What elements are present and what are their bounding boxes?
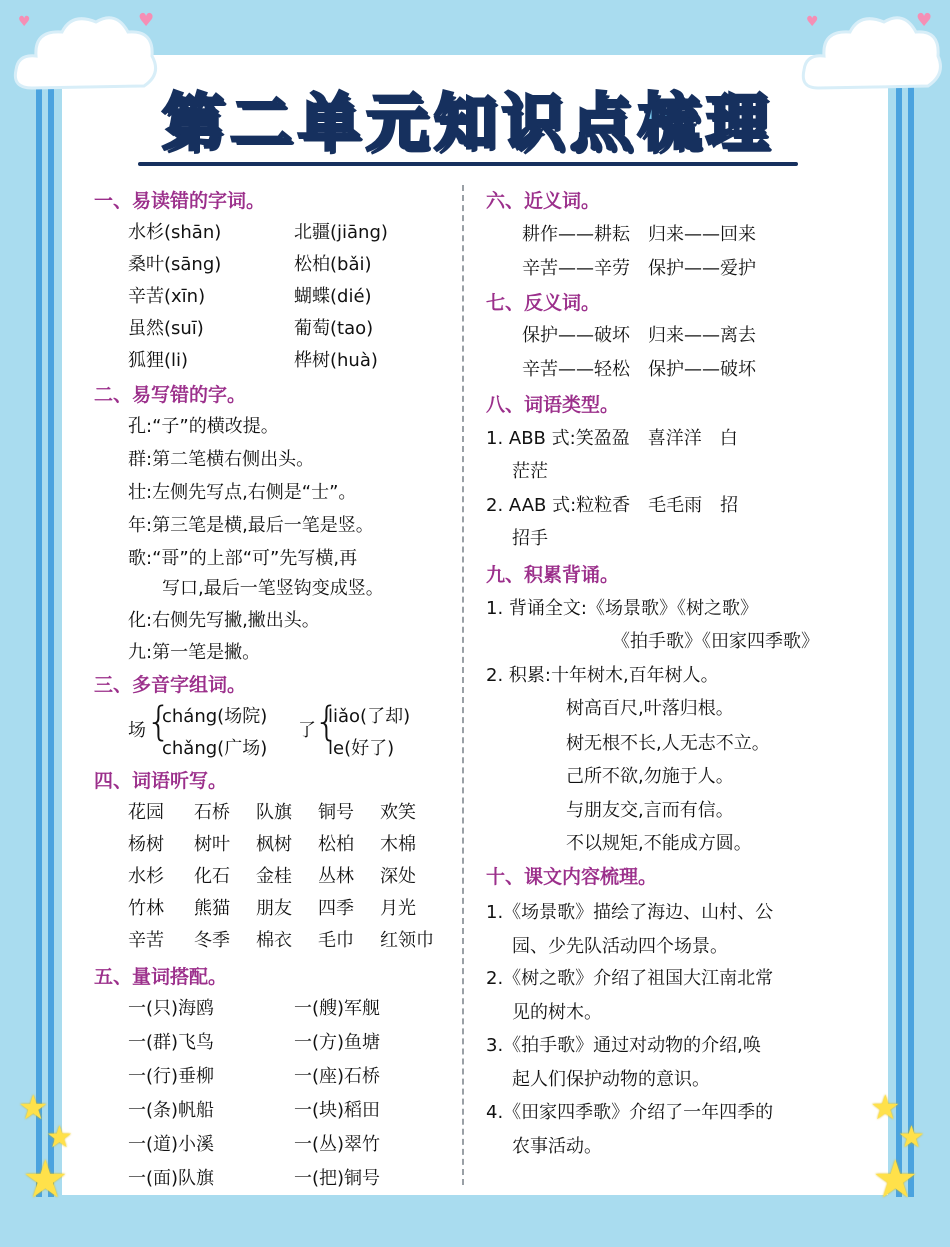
text-line: 2. AAB 式:粒粒香 毛毛雨 招 <box>486 495 739 516</box>
text-line: 茫茫 <box>512 461 548 482</box>
dictation-word: 树叶 <box>194 834 230 855</box>
dictation-word: 队旗 <box>256 802 292 823</box>
word-item: 北疆(jiāng) <box>294 222 388 243</box>
measure-item: 一(丛)翠竹 <box>294 1134 381 1155</box>
page-title: 第二单元知识点梳理 <box>161 86 774 159</box>
right-stripe-1 <box>896 60 902 1197</box>
dictation-word: 化石 <box>194 866 230 887</box>
measure-item: 一(面)队旗 <box>128 1168 215 1189</box>
column-divider <box>462 185 464 1185</box>
word-item: 蝴蝶(dié) <box>294 286 372 307</box>
dictation-word: 欢笑 <box>380 802 416 823</box>
text-line: 九:第一笔是撇。 <box>128 642 261 663</box>
heart-icon: ♥ <box>916 10 933 31</box>
section-heading: 四、词语听写。 <box>94 770 228 792</box>
star-icon: ★ <box>22 1150 69 1210</box>
polyphone-word: cháng(场院) <box>162 706 268 727</box>
title-underline <box>138 162 798 166</box>
star-icon: ★ <box>46 1120 73 1155</box>
dictation-word: 枫树 <box>256 834 292 855</box>
heart-icon: ♥ <box>806 14 819 30</box>
text-line: 保护——破坏 归来——离去 <box>522 325 756 346</box>
text-line: 农事活动。 <box>512 1136 602 1157</box>
star-icon: ★ <box>18 1088 49 1128</box>
text-line: 树无根不长,人无志不立。 <box>566 733 770 754</box>
polyphone-word: liǎo(了却) <box>328 706 411 727</box>
text-line: 化:右侧先写撇,撇出头。 <box>128 610 320 631</box>
text-line: 不以规矩,不能成方圆。 <box>566 833 752 854</box>
measure-item: 一(只)海鸥 <box>128 998 215 1019</box>
measure-item: 一(群)飞鸟 <box>128 1032 215 1053</box>
dictation-word: 四季 <box>318 898 354 919</box>
section-heading: 九、积累背诵。 <box>486 564 620 586</box>
measure-item: 一(座)石桥 <box>294 1066 381 1087</box>
text-line: 孔:“子”的横改提。 <box>128 416 279 437</box>
text-line: 1. ABB 式:笑盈盈 喜洋洋 白 <box>486 428 738 449</box>
dictation-word: 朋友 <box>256 898 292 919</box>
text-line: 年:第三笔是横,最后一笔是竖。 <box>128 515 374 536</box>
star-icon: ★ <box>870 1088 901 1128</box>
text-line: 树高百尺,叶落归根。 <box>566 698 734 719</box>
text-line: 己所不欲,勿施于人。 <box>566 766 734 787</box>
text-line: 招手 <box>512 528 548 549</box>
text-line: 见的树木。 <box>512 1002 602 1023</box>
brace-icon: { <box>146 699 172 745</box>
text-line: 壮:左侧先写点,右侧是“士”。 <box>128 482 357 503</box>
measure-item: 一(艘)军舰 <box>294 998 381 1019</box>
text-line: 写口,最后一笔竖钩变成竖。 <box>162 578 384 599</box>
dictation-word: 竹林 <box>128 898 164 919</box>
text-line: 1. 背诵全文:《场景歌》《树之歌》 <box>486 598 758 619</box>
section-heading: 五、量词搭配。 <box>94 966 228 988</box>
text-line: 起人们保护动物的意识。 <box>512 1069 710 1090</box>
dictation-word: 深处 <box>380 866 416 887</box>
dictation-word: 棉衣 <box>256 930 292 951</box>
text-line: 与朋友交,言而有信。 <box>566 800 734 821</box>
polyphone-char: 场 <box>128 720 146 741</box>
section-heading: 三、多音字组词。 <box>94 674 247 696</box>
section-heading: 八、词语类型。 <box>486 394 620 416</box>
section-heading: 二、易写错的字。 <box>94 384 247 406</box>
text-line: 2.《树之歌》介绍了祖国大江南北常 <box>486 968 774 989</box>
text-line: 2. 积累:十年树木,百年树人。 <box>486 665 719 686</box>
dictation-word: 熊猫 <box>194 898 230 919</box>
measure-item: 一(道)小溪 <box>128 1134 215 1155</box>
dictation-word: 红领巾 <box>380 930 434 951</box>
section-heading: 七、反义词。 <box>486 292 601 314</box>
measure-item: 一(把)铜号 <box>294 1168 381 1189</box>
dictation-word: 冬季 <box>194 930 230 951</box>
dictation-word: 月光 <box>380 898 416 919</box>
right-stripe-2 <box>908 60 914 1197</box>
measure-item: 一(块)稻田 <box>294 1100 381 1121</box>
text-line: 歌:“哥”的上部“可”先写横,再 <box>128 548 358 569</box>
dictation-word: 金桂 <box>256 866 292 887</box>
word-item: 虽然(suī) <box>128 318 204 339</box>
star-icon: ★ <box>898 1120 925 1155</box>
polyphone-char: 了 <box>298 720 316 741</box>
word-item: 松柏(bǎi) <box>294 254 372 275</box>
text-line: 群:第二笔横右侧出头。 <box>128 449 315 470</box>
text-line: 辛苦——轻松 保护——破坏 <box>522 359 756 380</box>
title-banner <box>138 84 798 166</box>
dictation-word: 松柏 <box>318 834 354 855</box>
text-line: 3.《拍手歌》通过对动物的介绍,唤 <box>486 1035 761 1056</box>
text-line: 辛苦——辛劳 保护——爱护 <box>522 258 756 279</box>
word-item: 葡萄(tao) <box>294 318 374 339</box>
polyphone-word: le(好了) <box>328 738 395 759</box>
heart-icon: ♥ <box>18 14 31 30</box>
text-line: 耕作——耕耘 归来——回来 <box>522 224 756 245</box>
section-heading: 一、易读错的字词。 <box>94 190 266 212</box>
measure-item: 一(方)鱼塘 <box>294 1032 381 1053</box>
dictation-word: 铜号 <box>318 802 354 823</box>
dictation-word: 木棉 <box>380 834 416 855</box>
star-icon: ★ <box>872 1150 919 1210</box>
dictation-word: 杨树 <box>128 834 164 855</box>
dictation-word: 丛林 <box>318 866 354 887</box>
dictation-word: 辛苦 <box>128 930 164 951</box>
text-line: 园、少先队活动四个场景。 <box>512 936 728 957</box>
section-heading: 六、近义词。 <box>486 190 601 212</box>
brace-icon: { <box>314 699 340 745</box>
word-item: 辛苦(xīn) <box>128 286 206 307</box>
left-stripe-2 <box>48 60 54 1197</box>
word-item: 狐狸(li) <box>128 350 189 371</box>
text-line: 1.《场景歌》描绘了海边、山村、公 <box>486 902 774 923</box>
word-item: 水杉(shān) <box>128 222 222 243</box>
left-stripe-1 <box>36 60 42 1197</box>
dictation-word: 石桥 <box>194 802 230 823</box>
dictation-word: 花园 <box>128 802 164 823</box>
polyphone-word: chǎng(广场) <box>162 738 268 759</box>
measure-item: 一(行)垂柳 <box>128 1066 215 1087</box>
text-line: 4.《田家四季歌》介绍了一年四季的 <box>486 1102 774 1123</box>
heart-icon: ♥ <box>138 10 155 31</box>
word-item: 桦树(huà) <box>294 350 378 371</box>
word-item: 桑叶(sāng) <box>128 254 222 275</box>
dictation-word: 水杉 <box>128 866 164 887</box>
dictation-word: 毛巾 <box>318 930 354 951</box>
section-heading: 十、课文内容梳理。 <box>486 866 658 888</box>
measure-item: 一(条)帆船 <box>128 1100 215 1121</box>
text-line: 《拍手歌》《田家四季歌》 <box>612 631 819 652</box>
